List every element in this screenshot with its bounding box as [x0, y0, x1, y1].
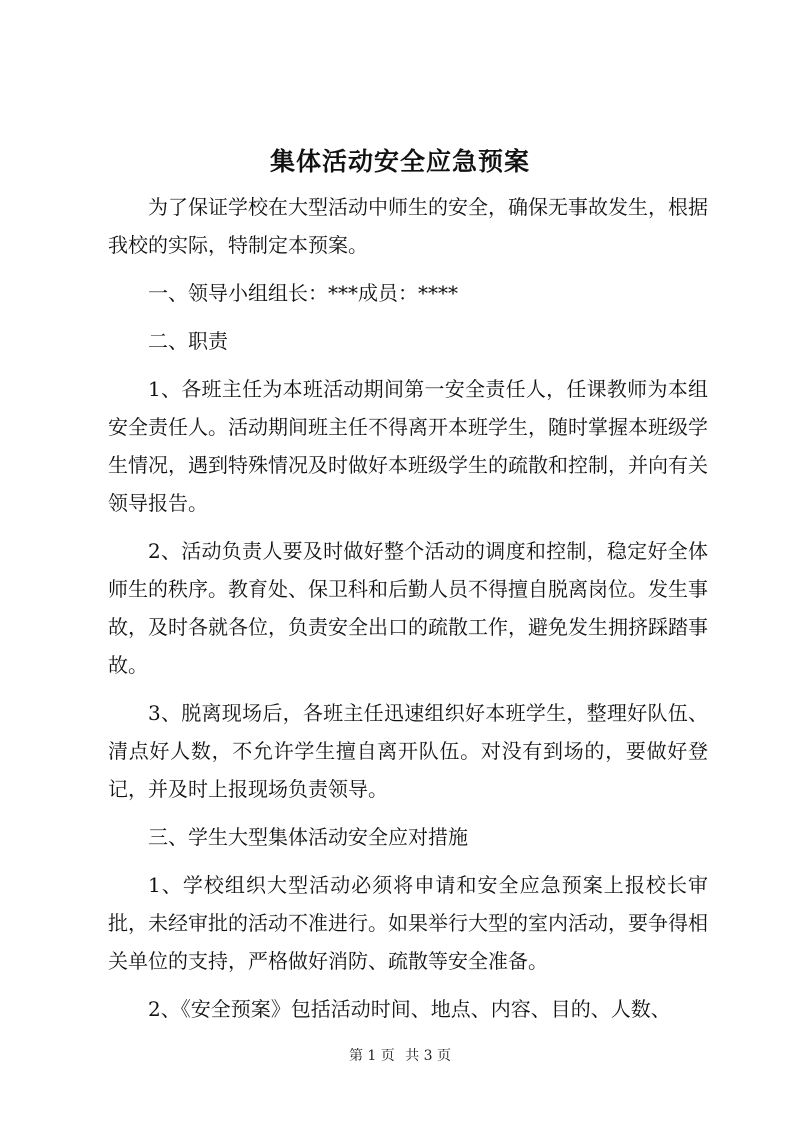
paragraph-measure-1: 1、学校组织大型活动必须将申请和安全应急预案上报校长审批，未经审批的活动不准进行。如果举行大型的室内活动，要争得相关单位的支持，严格做好消防、疏散等安全准备。 — [108, 873, 708, 973]
paragraph-measures-heading: 三、学生大型集体活动安全应对措施 — [148, 825, 468, 849]
paragraph-duty-1: 1、各班主任为本班活动期间第一安全责任人，任课教师为本组安全责任人。活动期间班主任不得离开本班学生，随时掌握本班级学生情况，遇到特殊情况及时做好本班级学生的疏散和控制，并向有关领导报告。 — [108, 377, 708, 515]
paragraph-leadership-group: 一、领导小组组长：***成员：**** — [148, 281, 458, 305]
paragraph-duties-heading: 二、职责 — [148, 329, 228, 353]
paragraph-duty-2: 2、活动负责人要及时做好整个活动的调度和控制，稳定好全体师生的秩序。教育处、保卫科和后勤人员不得擅自脱离岗位。发生事故，及时各就各位，负责安全出口的疏散工作，避免发生拥挤踩踏事故。 — [108, 539, 708, 677]
page-footer — [0, 1046, 800, 1066]
document-title: 集体活动安全应急预案 — [269, 147, 530, 176]
page-number: 第 1 页 — [348, 1048, 395, 1064]
paragraph-measure-2: 2、《安全预案》包括活动时间、地点、内容、目的、人数、 — [148, 997, 671, 1021]
document-body — [108, 188, 708, 1038]
page-total: 共 3 页 — [405, 1048, 452, 1064]
paragraph-duty-3: 3、脱离现场后，各班主任迅速组织好本班学生，整理好队伍、清点好人数，不允许学生擅自离开队伍。对没有到场的，要做好登记，并及时上报现场负责领导。 — [108, 701, 708, 801]
paragraph-intro: 为了保证学校在大型活动中师生的安全，确保无事故发生，根据我校的实际，特制定本预案。 — [108, 195, 708, 257]
